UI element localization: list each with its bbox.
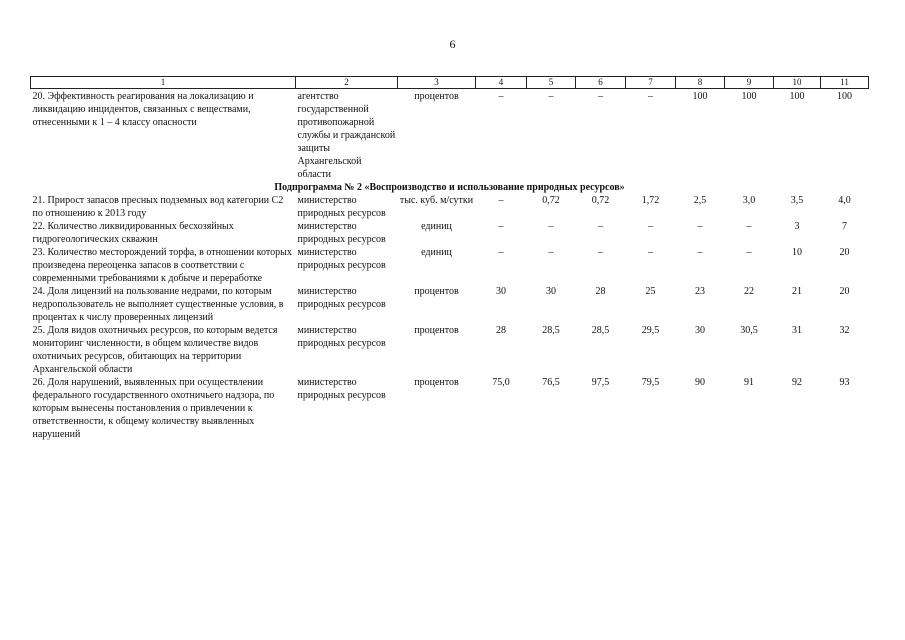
- column-header-7: 7: [626, 77, 676, 89]
- table-row: [31, 220, 869, 246]
- value-cell: 2,5: [693, 195, 707, 206]
- value-cell: –: [498, 221, 504, 232]
- table-row: [31, 246, 869, 285]
- value-cell: 75,0: [492, 377, 510, 388]
- value-cell: –: [648, 221, 653, 232]
- value-cell: –: [498, 195, 504, 206]
- unit: тыс. куб. м/сутки: [399, 195, 474, 206]
- value-cell: 91: [744, 377, 754, 388]
- indicator-name: 20. Эффективность реагирования на локализацию и ликвидацию инцидентов, связанных с веществами, отнесенными к 1 – 4 классу опасности: [32, 91, 254, 128]
- column-header-5: 5: [527, 77, 576, 89]
- value-cell: –: [697, 247, 703, 258]
- value-cell: 3,0: [742, 195, 756, 206]
- value-cell: 3,5: [790, 195, 804, 206]
- value-cell: 28: [496, 325, 506, 336]
- responsible-org: министерство природных ресурсов: [297, 195, 386, 219]
- value-cell: 10: [792, 247, 802, 258]
- value-cell: –: [498, 247, 504, 258]
- value-cell: 22: [744, 286, 754, 297]
- responsible-org: министерство природных ресурсов: [297, 221, 386, 245]
- value-cell: 30: [695, 325, 705, 336]
- value-cell: 100: [692, 91, 708, 102]
- responsible-org: министерство природных ресурсов: [297, 377, 386, 401]
- value-cell: –: [598, 91, 603, 102]
- value-cell: –: [548, 221, 554, 232]
- table-row: [31, 376, 869, 441]
- value-cell: 0,72: [542, 195, 560, 206]
- value-cell: 25: [645, 286, 656, 297]
- unit: единиц: [421, 247, 452, 258]
- value-cell: 90: [695, 377, 705, 388]
- value-cell: 76,5: [542, 377, 560, 388]
- value-cell: –: [648, 91, 653, 102]
- column-header-9: 9: [725, 77, 774, 89]
- indicator-name: 21. Прирост запасов пресных подземных вод категории С2 по отношению к 2013 году: [32, 195, 284, 219]
- value-cell: –: [548, 91, 554, 102]
- indicator-name: 26. Доля нарушений, выявленных при осуществлении федерального государственного охотничьего надзора, по которым вынесены постановления о привлечении к ответственности, к общему количеству выявленных нарушений: [32, 377, 275, 440]
- unit: процентов: [414, 286, 459, 297]
- value-cell: 32: [839, 325, 850, 336]
- value-cell: 1,72: [641, 195, 660, 206]
- page-number: 6: [449, 37, 456, 51]
- value-cell: 93: [839, 377, 850, 388]
- value-cell: –: [548, 247, 554, 258]
- table-row: [31, 194, 869, 220]
- value-cell: 100: [741, 91, 757, 102]
- unit: процентов: [414, 325, 459, 336]
- responsible-org: министерство природных ресурсов: [297, 247, 386, 271]
- value-cell: 4,0: [838, 195, 851, 206]
- responsible-org: министерство природных ресурсов: [297, 286, 386, 310]
- value-cell: –: [746, 247, 752, 258]
- unit: единиц: [421, 221, 452, 232]
- value-cell: 20: [839, 286, 850, 297]
- section-row: [31, 181, 869, 194]
- indicators-table: [30, 76, 869, 441]
- indicator-name: 25. Доля видов охотничьих ресурсов, по которым ведется мониторинг численности, в общем количестве видов охотничьих ресурсов, обитающих на территории Архангельской области: [32, 325, 278, 375]
- indicator-name: 22. Количество ликвидированных бесхозяйных гидрогеологических скважин: [32, 221, 234, 245]
- value-cell: –: [598, 247, 603, 258]
- value-cell: 100: [837, 91, 852, 102]
- responsible-org: агентство государственной противопожарной службы и гражданской защиты Архангельской области: [297, 91, 396, 180]
- column-header-6: 6: [576, 77, 626, 89]
- value-cell: –: [746, 221, 752, 232]
- column-header-8: 8: [676, 77, 725, 89]
- value-cell: –: [648, 247, 653, 258]
- table-row: [31, 285, 869, 324]
- subprogram-title: Подпрограмма № 2 «Воспроизводство и использование природных ресурсов»: [274, 182, 625, 193]
- table-row: [31, 324, 869, 376]
- value-cell: 3: [794, 221, 800, 232]
- value-cell: 79,5: [641, 377, 660, 388]
- value-cell: 92: [792, 377, 802, 388]
- responsible-org: министерство природных ресурсов: [297, 325, 386, 349]
- column-header-3: 3: [398, 77, 476, 89]
- column-header-2: 2: [296, 77, 398, 89]
- value-cell: 31: [792, 325, 802, 336]
- value-cell: 30: [546, 286, 556, 297]
- value-cell: 21: [792, 286, 802, 297]
- value-cell: 0,72: [591, 195, 610, 206]
- value-cell: –: [598, 221, 603, 232]
- value-cell: 100: [789, 91, 805, 102]
- value-cell: 28,5: [591, 325, 610, 336]
- table-row: [31, 89, 869, 182]
- unit: процентов: [414, 91, 459, 102]
- value-cell: 28,5: [542, 325, 560, 336]
- value-cell: 30: [496, 286, 506, 297]
- value-cell: 7: [842, 221, 847, 232]
- unit: процентов: [414, 377, 459, 388]
- value-cell: 20: [839, 247, 850, 258]
- value-cell: 97,5: [591, 377, 610, 388]
- indicator-name: 23. Количество месторождений торфа, в отношении которых произведена переоценка запасов в соответствии с современными требованиями к добыче и переработке: [32, 247, 292, 284]
- column-header-1: 1: [31, 77, 296, 89]
- column-header-11: 11: [821, 77, 869, 89]
- column-header-4: 4: [476, 77, 527, 89]
- indicator-name: 24. Доля лицензий на пользование недрами, по которым недропользователь не выполняет существенные условия, в процентах к числу проверенных лицензий: [32, 286, 284, 323]
- column-header-10: 10: [774, 77, 821, 89]
- value-cell: –: [498, 91, 504, 102]
- value-cell: –: [697, 221, 703, 232]
- value-cell: 23: [695, 286, 705, 297]
- value-cell: 28: [595, 286, 606, 297]
- value-cell: 29,5: [641, 325, 660, 336]
- column-number-header: [31, 77, 869, 89]
- value-cell: 30,5: [740, 325, 758, 336]
